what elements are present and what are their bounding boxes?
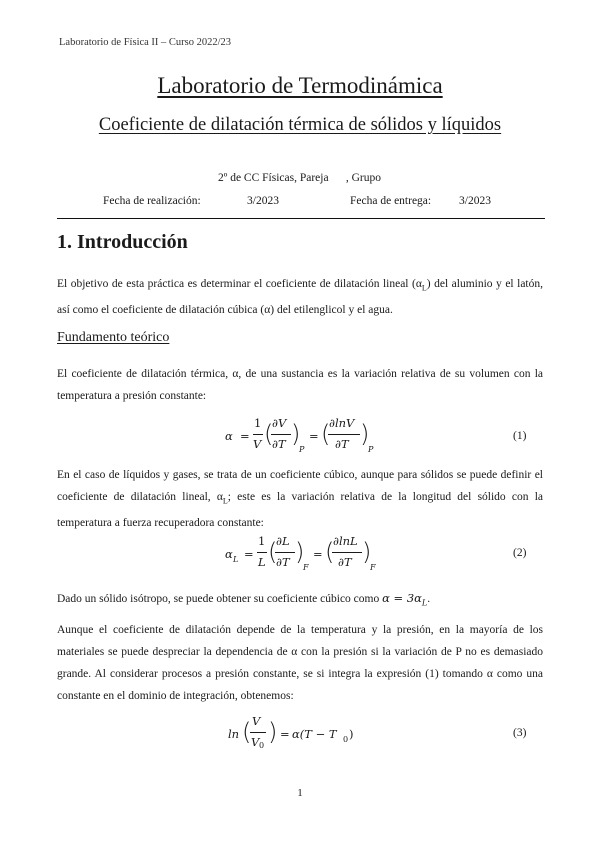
p2-text-b: ; este es la variación relativa de la longitud del sólido con la temperatura a fuerza recuperadora constante:: [57, 491, 543, 530]
intro-subscript: L: [421, 283, 427, 293]
intro-text-b: ) del aluminio y el latón, así como el coeficiente de dilatación cúbica (α) del etilenglicol y el agua.: [57, 278, 543, 317]
eq2-equals: =: [244, 547, 254, 561]
eq1-fraction-bar-3: [328, 434, 360, 435]
fundamento-paragraph-2: [57, 464, 543, 534]
running-head: Laboratorio de Física II – Curso 2022/23: [59, 37, 232, 48]
equation-3-number: (3): [513, 727, 527, 739]
eq1-denominator-v: V: [253, 437, 262, 451]
eq1-paren-open-2: (: [321, 420, 331, 448]
eq2-equals-2: =: [313, 547, 323, 561]
eq1-dv: ∂V: [272, 416, 287, 430]
eq2-lhs: α: [225, 547, 233, 561]
eq3-numerator-v: V: [252, 714, 261, 728]
fundamento-paragraph-3: Dado un sólido isótropo, se puede obtener su coeficiente cúbico como $\alpha = 3\alpha_L$.: [57, 591, 431, 608]
intro-text-a: El objetivo de esta práctica es determinar el coeficiente de dilatación lineal (α: [57, 278, 422, 290]
eq2-numerator-one: 1: [258, 534, 266, 548]
realization-date-value: 3/2023: [247, 195, 279, 207]
eq1-paren-close-2: ): [360, 420, 370, 448]
equation-1: [225, 412, 385, 462]
eq3-paren-close: ): [268, 718, 278, 746]
eq1-fraction-bar-2: [271, 434, 291, 435]
delivery-date-label: Fecha de entrega:: [350, 195, 432, 207]
eq3-rhs-close: ): [349, 727, 354, 741]
eq1-dt: ∂T: [272, 437, 286, 451]
page-title: Laboratorio de Termodinámica: [157, 73, 443, 98]
eq2-dt-2: ∂T: [338, 555, 352, 569]
page-number: 1: [297, 787, 303, 799]
eq1-equals: =: [240, 429, 250, 443]
eq2-fraction-bar-1: [257, 552, 267, 553]
page-subtitle: Coeficiente de dilatación térmica de sólidos y líquidos: [98, 115, 502, 135]
eq1-subscript-p: P: [299, 445, 305, 454]
subsection-heading-fundamento: Fundamento teórico: [57, 330, 170, 345]
equation-1-number: (1): [513, 430, 527, 442]
eq3-fraction-bar: [250, 732, 266, 733]
eq1-subscript-p-2: P: [368, 445, 374, 454]
eq3-ln: ln: [228, 727, 240, 741]
eq2-fraction-bar-3: [332, 552, 362, 553]
eq1-lhs: α: [225, 429, 233, 443]
eq1-paren-open: (: [264, 420, 274, 448]
eq1-fraction-bar-1: [253, 434, 263, 435]
eq1-paren-close: ): [291, 420, 301, 448]
section-heading-introduccion: 1. Introducción: [57, 231, 188, 253]
fundamento-paragraph-4: Aunque el coeficiente de dilatación depende de la temperatura y la presión, en la mayoría de los materiales se puede despreciar la dependencia de α con la presión si la variación de P no es demasiado grande. Al considerar procesos a presión constante, se si integra la expresión (1) tomando α como una constante en el dominio de integración, obtenemos:: [57, 624, 543, 702]
p3-text: Dado un sólido isótropo, se puede obtener su coeficiente cúbico como: [57, 593, 380, 605]
eq2-subscript-f-2: F: [370, 563, 376, 572]
eq2-denominator-l: L: [258, 555, 266, 569]
eq2-paren-close-2: ): [362, 538, 372, 566]
eq1-dlnv: ∂lnV: [329, 416, 355, 430]
eq1-numerator-one: 1: [254, 416, 262, 430]
p2-subscript: L: [222, 496, 228, 506]
eq2-paren-close: ): [295, 538, 305, 566]
eq2-dt: ∂T: [276, 555, 290, 569]
eq2-paren-open-2: (: [325, 538, 335, 566]
intro-paragraph: [57, 273, 543, 321]
eq2-lhs-subscript: L: [233, 555, 239, 564]
p3-equation: α = 3α: [382, 591, 422, 605]
eq2-fraction-bar-2: [275, 552, 295, 553]
fundamento-paragraph-1: El coeficiente de dilatación térmica, α, de una sustancia es la variación relativa de su volumen con la temperatura a presión constante:: [57, 368, 543, 402]
equation-2-number: (2): [513, 547, 527, 559]
delivery-date-value: 3/2023: [459, 195, 491, 207]
eq3-denominator-subscript: 0: [259, 741, 265, 750]
eq2-paren-open: (: [268, 538, 278, 566]
p2-text-a: En el caso de líquidos y gases, se trata de un coeficiente cúbico, aunque para sólidos se puede definir el coeficiente de dilatación lineal, α: [57, 469, 543, 503]
eq2-dlnl: ∂lnL: [333, 534, 358, 548]
eq3-rhs-subscript: 0: [343, 735, 349, 744]
eq1-equals-2: =: [309, 429, 319, 443]
eq2-dl: ∂L: [276, 534, 290, 548]
p3-equation-subscript: L: [421, 598, 428, 608]
equation-2: [225, 530, 385, 580]
eq3-rhs: α(T − T: [292, 727, 337, 741]
eq3-paren-open: (: [242, 718, 252, 746]
header-divider: [57, 218, 545, 219]
eq2-subscript-f: F: [303, 563, 309, 572]
eq1-dt-2: ∂T: [335, 437, 349, 451]
eq3-denominator-v0: V: [251, 735, 260, 749]
equation-3: [228, 710, 368, 760]
eq3-equals: =: [280, 727, 290, 741]
realization-date-label: Fecha de realización:: [103, 195, 201, 207]
group-line: 2º de CC Físicas, Pareja , Grupo: [218, 172, 381, 184]
